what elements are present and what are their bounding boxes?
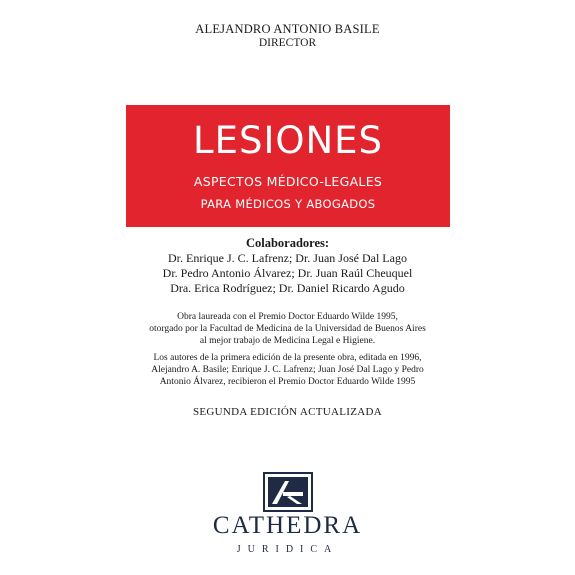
authors-note-line: Alejandro A. Basile; Enrique J. C. Lafrenz; Juan José Dal Lago y Pedro [151,365,424,375]
award-note-line: otorgado por la Facultad de Medicina de la Universidad de Buenos Aires [149,324,426,334]
authors-note-line: Antonio Álvarez, recibieron el Premio Doctor Eduardo Wilde 1995 [159,377,416,387]
collaborators-heading: Colaboradores: [245,236,330,250]
edition-label: SEGUNDA EDICIÓN ACTUALIZADA [193,406,382,418]
collaborators-line: Dr. Enrique J. C. Lafrenz; Dr. Juan José Dal Lago [168,251,407,265]
book-subtitle-1: ASPECTOS MÉDICO-LEGALES [193,174,383,189]
collaborators-line: Dr. Pedro Antonio Álvarez; Dr. Juan Raúl Cheuquel [162,266,413,280]
award-note-line: al mejor trabajo de Medicina Legal e Higiene. [199,336,376,346]
book-title: LESIONES [192,119,384,162]
author-role: DIRECTOR [258,37,317,49]
collaborators-line: Dra. Erica Rodríguez; Dr. Daniel Ricardo Agudo [170,281,405,295]
publisher-name: CATHEDRA [212,512,363,539]
title-banner [126,105,450,227]
award-note-line: Obra laureada con el Premio Doctor Eduardo Wilde 1995, [177,312,398,322]
authors-note-line: Los autores de la primera edición de la presente obra, editada en 1996, [153,353,422,363]
book-subtitle-2: PARA MÉDICOS Y ABOGADOS [200,197,376,211]
cathedra-logo-icon [263,472,313,517]
author-name: ALEJANDRO ANTONIO BASILE [195,22,380,36]
publisher-subname: JURIDICA [236,544,339,555]
